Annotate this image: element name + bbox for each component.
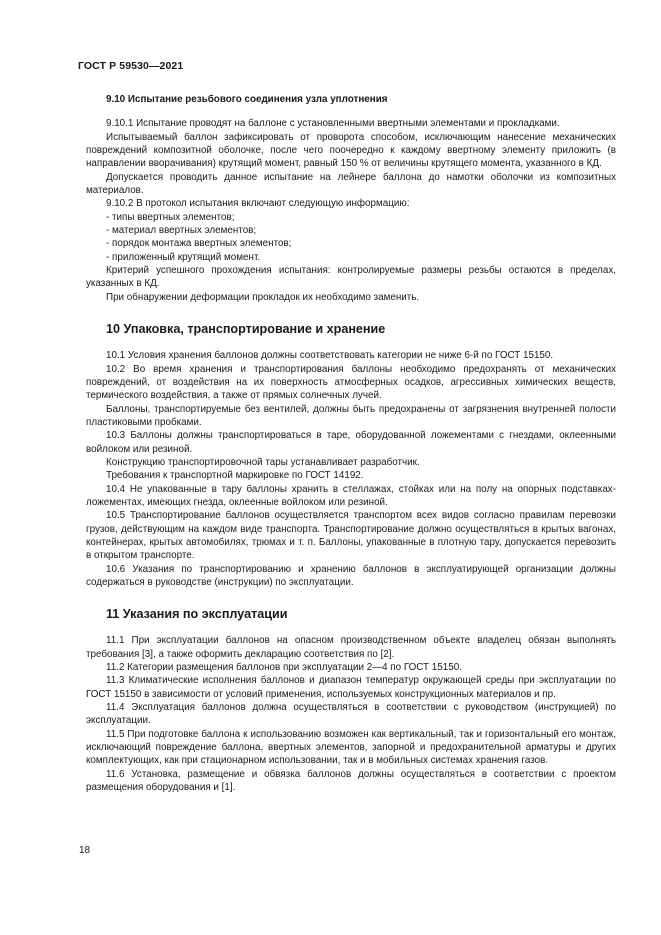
paragraph: 10.5 Транспортирование баллонов осуществляется транспортом всех видов согласно правилам перевозки грузов, действующим на каждом виде транспорта. Транспортирование должно осуществляться в крытых вагонах, контейнерах, крытых автомобилях, трюмах и т. п. Баллоны, упакованные в плотную тару, допускается перевозить в открытом транспорте. bbox=[86, 510, 616, 562]
section-9-10-heading: 9.10 Испытание резьбового соединения узла уплотнения bbox=[106, 94, 388, 105]
paragraph: 10.4 Не упакованные в тару баллоны хранить в стеллажах, стойках или на полу на опорных подставках-ложементах, имеющих гнезда, оклеенные войлоком или резиной. bbox=[86, 483, 616, 508]
paragraph: Баллоны, транспортируемые без вентилей, должны быть предохранены от загрязнения внутренней полости пластиковыми пробками. bbox=[86, 403, 616, 428]
paragraph: 11.4 Эксплуатация баллонов должна осуществляться в соответствии с руководством (инструкцией) по эксплуатации. bbox=[86, 702, 616, 727]
paragraph: Критерий успешного прохождения испытания: контролируемые размеры резьбы остаются в пределах, указанных в КД. bbox=[86, 265, 616, 290]
paragraph: 10.3 Баллоны должны транспортироваться в таре, оборудованной ложементами с гнездами, оклеенными войлоком или резиной. bbox=[86, 430, 616, 455]
paragraph: 11.6 Установка, размещение и обвязка баллонов должны осуществляться в соответствии с проектом размещения оборудования и [1]. bbox=[86, 768, 616, 794]
paragraph: Конструкцию транспортировочной тары устанавливает разработчик. bbox=[106, 456, 420, 468]
list-item: - приложенный крутящий момент. bbox=[106, 251, 261, 263]
section-11-heading: 11 Указания по эксплуатации bbox=[106, 607, 288, 622]
paragraph: 11.5 При подготовке баллона к использованию возможен как вертикальный, так и горизонтальный его монтаж, исключающий повреждение баллона, ввертных элементов, запорной и предохранительной арматуры и других комплектующих, как при стационарном использовании, так и в мобильных системах хранения газов. bbox=[86, 728, 616, 767]
paragraph: 11.3 Климатические исполнения баллонов и диапазон температур окружающей среды при эксплуатации по ГОСТ 15150 в зависимости от условий применения, используемых конструкционных материалов и пр. bbox=[86, 675, 616, 700]
paragraph: 9.10.2 В протокол испытания включают следующую информацию: bbox=[106, 198, 410, 210]
paragraph: 9.10.1 Испытание проводят на баллоне с установленными ввертными элементами и прокладками. bbox=[106, 118, 560, 130]
paragraph: Допускается проводить данное испытание на лейнере баллона до намотки оболочки из композитных материалов. bbox=[86, 171, 616, 197]
list-item: - типы ввертных элементов; bbox=[106, 211, 235, 223]
paragraph: 11.1 При эксплуатации баллонов на опасном производственном объекте владелец обязан выполнять требования [3], а также оформить декларацию соответствия по [2]. bbox=[86, 635, 616, 660]
paragraph: 10.6 Указания по транспортированию и хранению баллонов в эксплуатирующей организации должны содержаться в руководстве (инструкции) по эксплуатации. bbox=[86, 563, 616, 588]
section-10-heading: 10 Упаковка, транспортирование и хранение bbox=[106, 322, 386, 337]
list-item: - материал ввертных элементов; bbox=[106, 225, 257, 237]
page-content bbox=[86, 93, 616, 794]
paragraph: При обнаружении деформации прокладок их необходимо заменить. bbox=[106, 291, 420, 303]
document-id: ГОСТ Р 59530—2021 bbox=[78, 60, 184, 72]
paragraph: 10.1 Условия хранения баллонов должны соответствовать категории не ниже 6-й по ГОСТ 15150. bbox=[106, 350, 554, 362]
paragraph: Испытываемый баллон зафиксировать от проворота способом, исключающим нанесение механических повреждений композитной оболочке, после чего поочередно к каждому ввертному элементу приложить (в направлении вворачивания) крутящий момент, равный 150 % от величины крутящего момента, указанного в КД. bbox=[86, 131, 616, 170]
paragraph: 10.2 Во время хранения и транспортирования баллоны необходимо предохранять от механических повреждений, от воздействия на их поверхность атмосферных осадков, агрессивных химических веществ, термического воздействия, а также от прямых солнечных лучей. bbox=[86, 363, 616, 402]
list-item: - порядок монтажа ввертных элементов; bbox=[106, 238, 292, 250]
page-number: 18 bbox=[79, 845, 91, 856]
paragraph: 11.2 Категории размещения баллонов при эксплуатации 2—4 по ГОСТ 15150. bbox=[106, 662, 462, 674]
paragraph: Требования к транспортной маркировке по ГОСТ 14192. bbox=[106, 470, 364, 482]
